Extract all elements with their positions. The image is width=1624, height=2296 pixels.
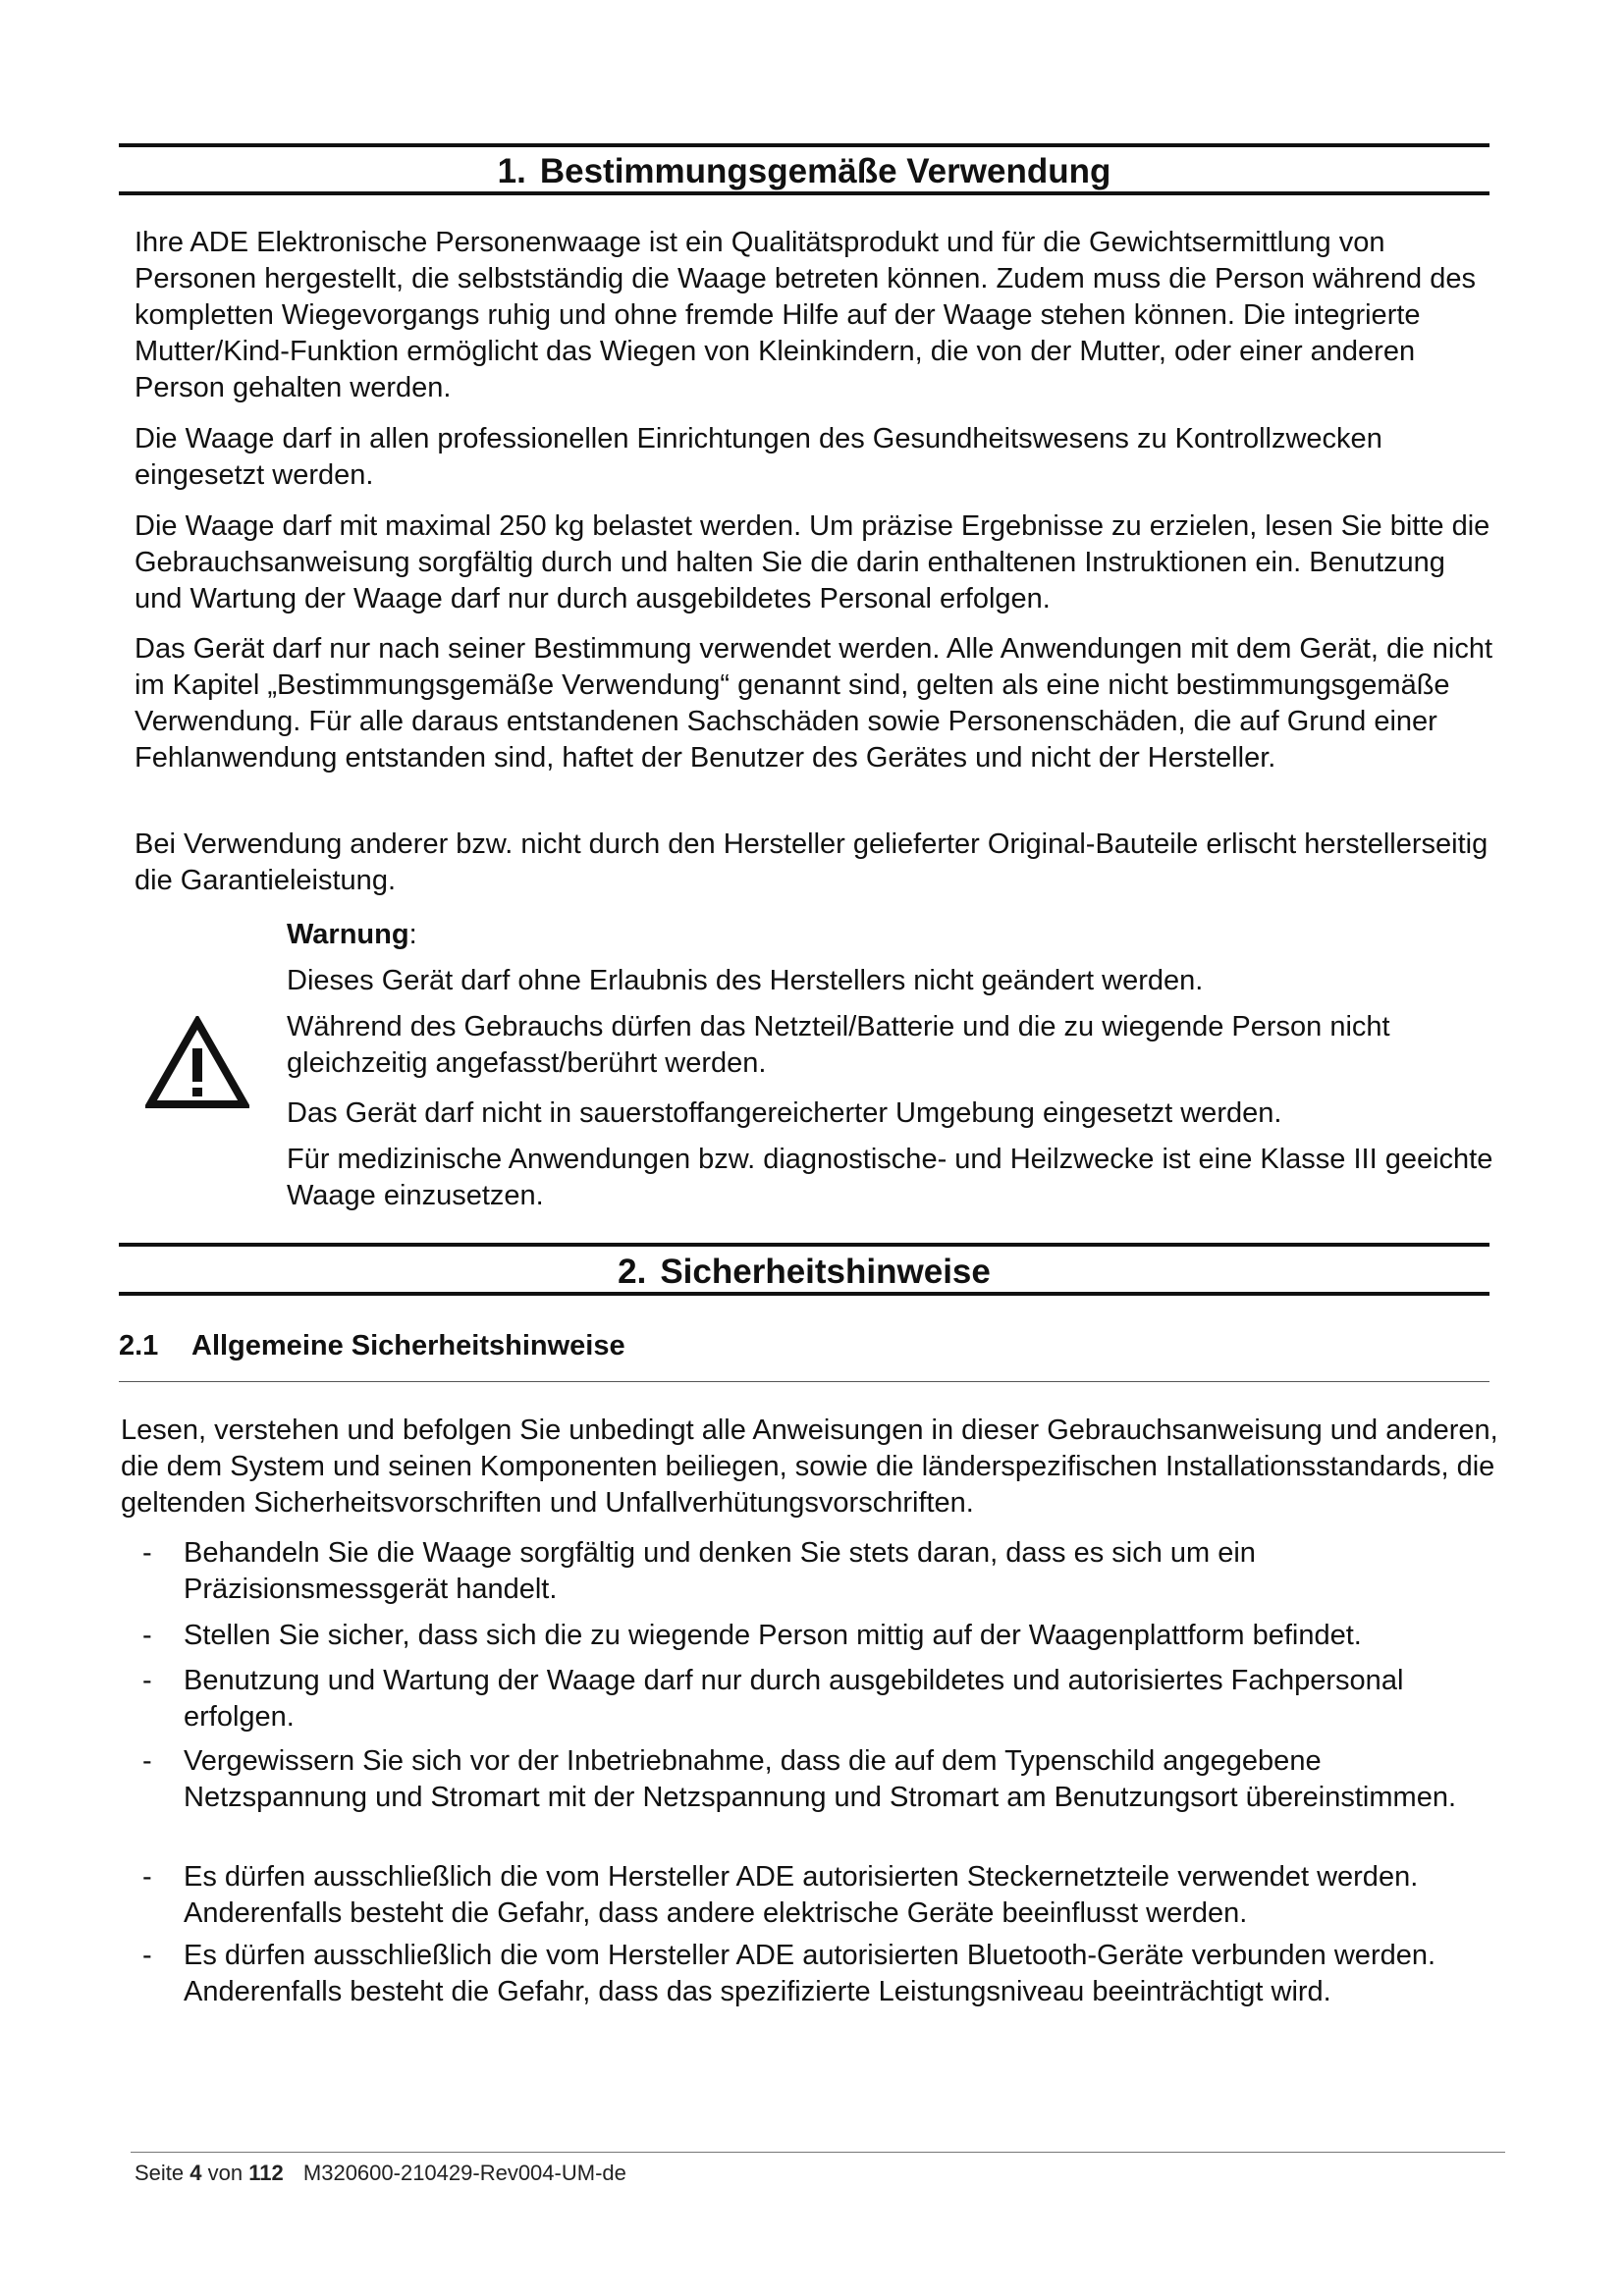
- subsection-title: Allgemeine Sicherheitshinweise: [191, 1330, 625, 1362]
- bullet-marker: -: [142, 1665, 152, 1696]
- warning-label: Warnung: [287, 919, 409, 950]
- list-item-text: Es dürfen ausschließlich die vom Hersteller ADE autorisierten Steckernetzteile verwendet werden. Anderenfalls besteht die Gefahr, dass andere elektrische Geräte beeinflusst werden.: [184, 1861, 1419, 1929]
- bullet-marker: -: [142, 1940, 152, 1971]
- list-item: [133, 1618, 1507, 1654]
- warning-item: Dieses Gerät darf ohne Erlaubnis des Herstellers nicht geändert werden.: [287, 965, 1204, 996]
- subsection-number: 2.1: [119, 1330, 159, 1362]
- list-item: [133, 1938, 1507, 2010]
- list-item-text: Vergewissern Sie sich vor der Inbetriebnahme, dass die auf dem Typenschild angegebene Netzspannung und Stromart mit der Netzspannung und Stromart am Benutzungsort übereinstimmen.: [184, 1745, 1457, 1813]
- bullet-marker: -: [142, 1537, 152, 1569]
- section-1-heading: [119, 143, 1489, 195]
- paragraph-max-load: Die Waage darf mit maximal 250 kg belastet werden. Um präzise Ergebnisse zu erzielen, lesen Sie bitte die Gebrauchsanweisung sorgfältig durch und halten Sie die darin enthaltenen Instruktionen ein. Benutzung und Wartung der Waage darf nur durch ausgebildetes Personal erfolgen.: [135, 510, 1490, 614]
- bullet-marker: -: [142, 1620, 152, 1651]
- paragraph-liability: Das Gerät darf nur nach seiner Bestimmung verwendet werden. Alle Anwendungen mit dem Gerät, die nicht im Kapitel „Bestimmungsgemäße Verwendung“ genannt sind, gelten als eine nicht bestimmungsgemäße Verwendung. Für alle daraus entstandenen Sachschäden sowie Personenschäden, die auf Grund einer Fehlanwendung entstanden sind, haftet der Benutzer des Gerätes und nicht der Hersteller.: [135, 633, 1493, 774]
- warning-triangle-icon: [145, 1016, 249, 1110]
- list-item: [133, 1663, 1507, 1735]
- list-item-text: Stellen Sie sicher, dass sich die zu wiegende Person mittig auf der Waagenplattform befindet.: [184, 1620, 1362, 1651]
- list-item: [133, 1859, 1507, 1932]
- paragraph-warranty: Bei Verwendung anderer bzw. nicht durch den Hersteller gelieferter Original-Bauteile erlischt herstellerseitig die Garantieleistung.: [135, 828, 1489, 896]
- paragraph-intended-use: Ihre ADE Elektronische Personenwaage ist ein Qualitätsprodukt und für die Gewichtsermittlung von Personen hergestellt, die selbstständig die Waage betreten können. Zudem muss die Person während des kompletten Wiegevorgangs ruhig und ohne fremde Hilfe auf der Waage stehen können. Die integrierte Mutter/Kind-Funktion ermöglicht das Wiegen von Kleinkindern, die von der Mutter, oder einer anderen Person gehalten werden.: [135, 227, 1476, 403]
- section-2-heading: [119, 1243, 1489, 1296]
- page-footer: [135, 2161, 626, 2186]
- page-total: 112: [248, 2161, 284, 2185]
- subsection-2-1-heading: [119, 1330, 1489, 1382]
- list-item: [133, 1743, 1507, 1816]
- footer-divider: [131, 2152, 1505, 2153]
- warning-item: Während des Gebrauchs dürfen das Netzteil/Batterie und die zu wiegende Person nicht gleichzeitig angefasst/berührt werden.: [287, 1011, 1390, 1079]
- list-item: [133, 1535, 1507, 1608]
- list-item-text: Benutzung und Wartung der Waage darf nur durch ausgebildetes und autorisiertes Fachpersonal erfolgen.: [184, 1665, 1404, 1733]
- paragraph-safety-intro: Lesen, verstehen und befolgen Sie unbedingt alle Anweisungen in dieser Gebrauchsanweisung und anderen, die dem System und seinen Komponenten beiliegen, sowie die länderspezifischen Installationsstandards, die geltenden Sicherheitsvorschriften und Unfallverhütungsvorschriften.: [121, 1415, 1498, 1519]
- warning-heading: [287, 917, 1504, 953]
- section-1-title: Bestimmungsgemäße Verwendung: [539, 152, 1111, 190]
- list-item-text: Es dürfen ausschließlich die vom Hersteller ADE autorisierten Bluetooth-Geräte verbunden werden. Anderenfalls besteht die Gefahr, dass das spezifizierte Leistungsniveau beeinträchtigt wird.: [184, 1940, 1436, 2007]
- bullet-marker: -: [142, 1745, 152, 1777]
- document-id: M320600-210429-Rev004-UM-de: [302, 2161, 626, 2185]
- section-2-title: Sicherheitshinweise: [660, 1253, 991, 1291]
- warning-item: Das Gerät darf nicht in sauerstoffangereicherter Umgebung eingesetzt werden.: [287, 1097, 1282, 1129]
- warning-colon: :: [408, 919, 417, 950]
- page-number: 4: [189, 2161, 202, 2185]
- section-2-number: 2.: [618, 1253, 647, 1291]
- warning-item: Für medizinische Anwendungen bzw. diagnostische- und Heilzwecke ist eine Klasse III geeichte Waage einzusetzen.: [287, 1144, 1493, 1211]
- page-word: Seite: [135, 2161, 185, 2185]
- of-word: von: [207, 2161, 244, 2185]
- section-1-number: 1.: [497, 152, 526, 190]
- bullet-marker: -: [142, 1861, 152, 1893]
- list-item-text: Behandeln Sie die Waage sorgfältig und denken Sie stets daran, dass es sich um ein Präzisionsmessgerät handelt.: [184, 1537, 1256, 1605]
- paragraph-healthcare-use: Die Waage darf in allen professionellen Einrichtungen des Gesundheitswesens zu Kontrollzwecken eingesetzt werden.: [135, 423, 1382, 491]
